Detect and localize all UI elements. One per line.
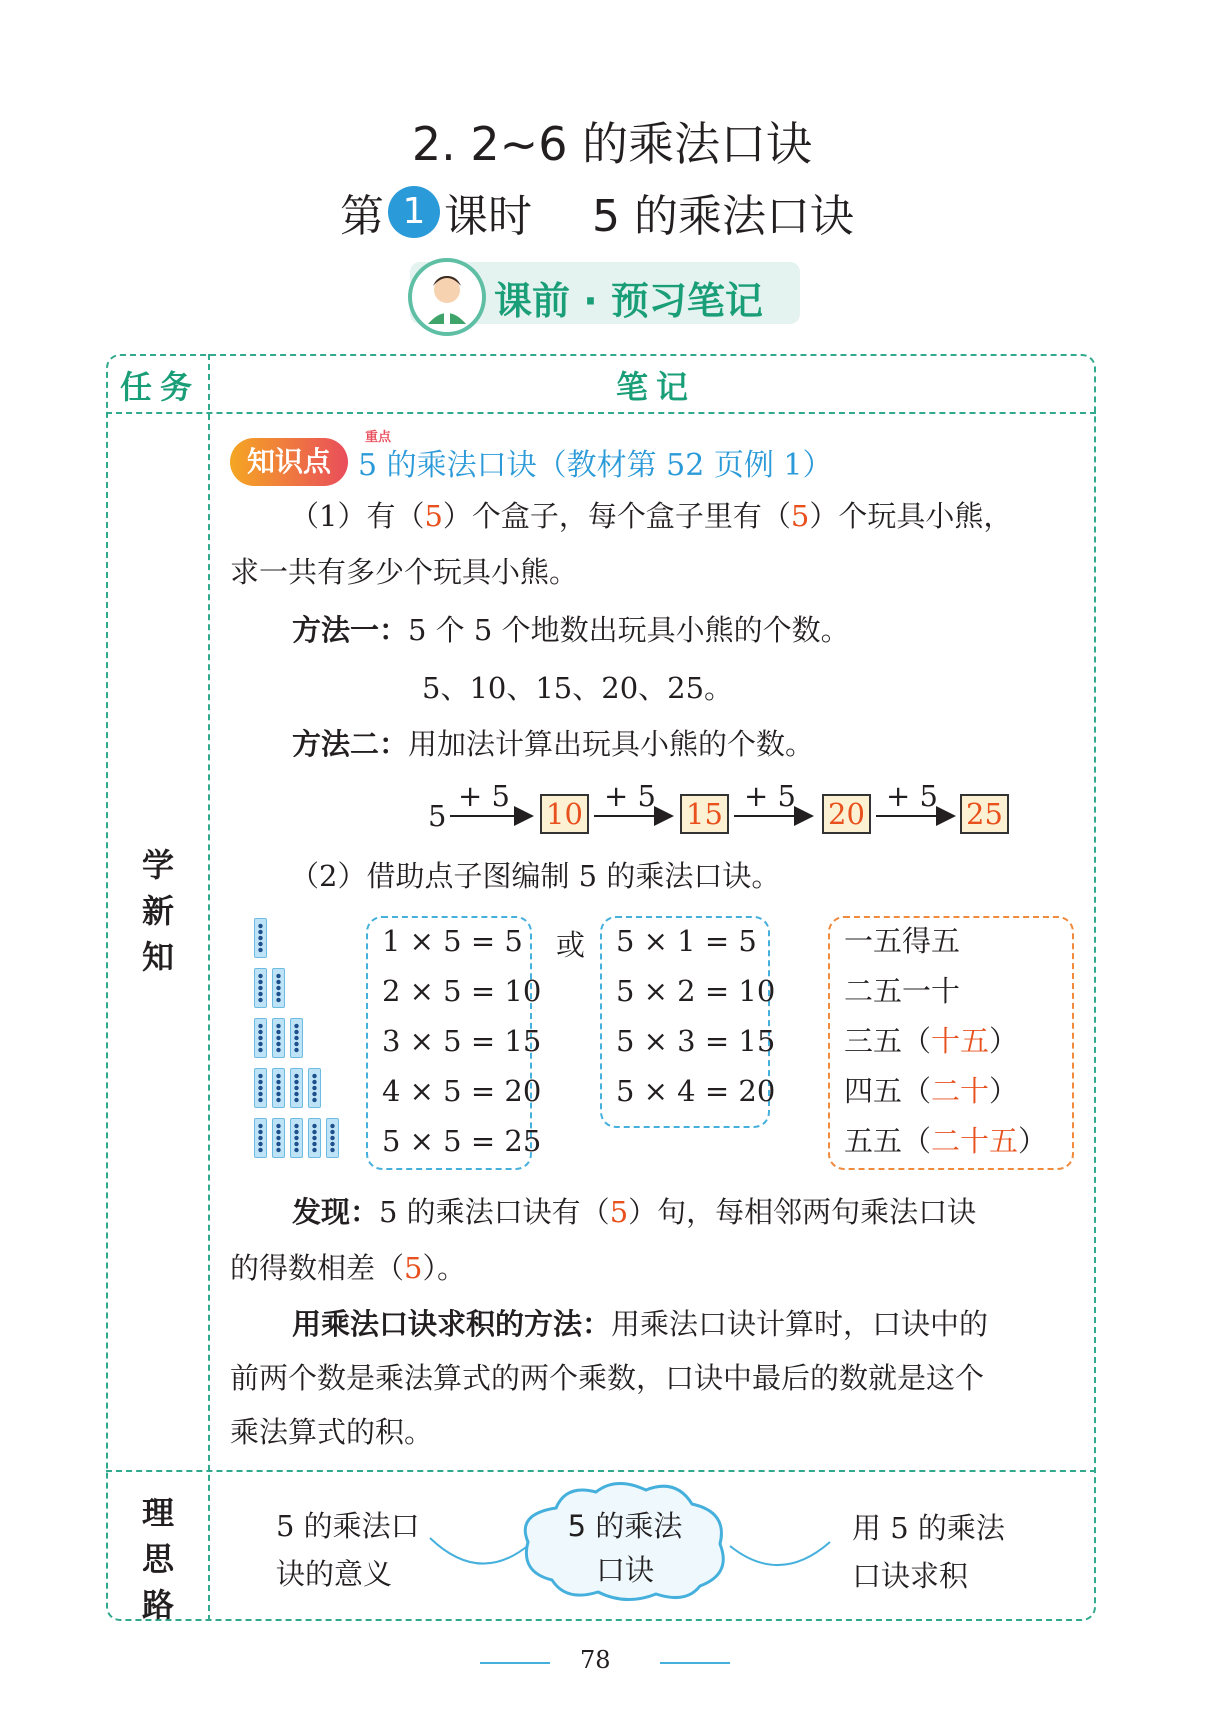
rhyme: 五五（二十五） — [844, 1124, 1048, 1158]
lesson-number-badge: 1 — [388, 186, 440, 238]
knowledge-point-badge: 知识点 — [230, 438, 348, 486]
chain-result: 20 — [822, 794, 871, 834]
method-1-label: 方法一： — [292, 613, 409, 647]
rhyme: 四五（二十） — [844, 1074, 1019, 1108]
lesson-prefix: 第 — [340, 191, 384, 242]
row-label-think: 理思路 — [141, 1494, 174, 1624]
chain-start: 5 — [428, 799, 447, 833]
or-label: 或 — [556, 928, 586, 962]
discovery-continued: 的得数相差（5）。 — [230, 1251, 466, 1285]
dot-diagram — [254, 918, 344, 1168]
chain-step: + 5 — [886, 779, 938, 813]
equation: 5 × 2 = 10 — [616, 974, 776, 1008]
chain-step: + 5 — [458, 779, 510, 813]
page-number-line-right — [660, 1662, 730, 1664]
row-label-learn: 学新知 — [141, 846, 174, 976]
method-1: 方法一：5 个 5 个地数出玩具小熊的个数。 — [292, 613, 850, 647]
equation: 1 × 5 = 5 — [382, 924, 523, 958]
rhyme: 一五得五 — [844, 924, 961, 958]
chain-result: 10 — [540, 794, 589, 834]
table-divider — [106, 412, 1096, 414]
method-1-sequence: 5、10、15、20、25。 — [422, 671, 734, 705]
discovery: 发现：5 的乘法口诀有（5）句，每相邻两句乘法口诀 — [292, 1195, 977, 1229]
table-divider — [106, 1470, 1096, 1472]
chain-step: + 5 — [604, 779, 656, 813]
lesson-name: 5 的乘法口诀 — [592, 191, 854, 242]
rhymes-list — [844, 916, 1047, 1166]
mindmap-left: 5 的乘法口 诀的意义 — [276, 1509, 420, 1591]
equation: 4 × 5 = 20 — [382, 1074, 542, 1108]
key-point-tag: 重点 — [365, 430, 392, 445]
knowledge-title: 5 的乘法口诀（教材第 52 页例 1） — [358, 448, 833, 483]
lesson-title — [340, 180, 854, 244]
teacher-avatar-icon — [408, 258, 486, 336]
column-header-task: 任务 — [120, 368, 201, 406]
discovery-label: 发现： — [292, 1195, 380, 1229]
column-header-notes: 笔记 — [616, 368, 697, 406]
page-number: 78 — [580, 1646, 611, 1674]
equation: 3 × 5 = 15 — [382, 1024, 542, 1058]
method-2-label: 方法二： — [292, 727, 409, 761]
equations-right — [616, 916, 775, 1116]
equation: 2 × 5 = 10 — [382, 974, 542, 1008]
equation: 5 × 4 = 20 — [616, 1074, 776, 1108]
method-2: 方法二：用加法计算出玩具小熊的个数。 — [292, 727, 815, 761]
equation: 5 × 3 = 15 — [616, 1024, 776, 1058]
product-method-label: 用乘法口诀求积的方法： — [292, 1307, 612, 1341]
table-column-divider — [208, 354, 210, 1621]
mindmap-center: 5 的乘法 口诀 — [567, 1509, 683, 1587]
chain-step: + 5 — [744, 779, 796, 813]
question-2: （2）借助点子图编制 5 的乘法口诀。 — [290, 859, 781, 893]
equations-left — [382, 916, 541, 1166]
product-method-line3: 乘法算式的积。 — [230, 1415, 434, 1449]
chain-result: 25 — [960, 794, 1009, 834]
mindmap-right: 用 5 的乘法 口诀求积 — [852, 1511, 1005, 1593]
rhyme: 二五一十 — [844, 974, 961, 1008]
question-1-continued: 求一共有多少个玩具小熊。 — [230, 555, 579, 589]
question-1: （1）有（5）个盒子，每个盒子里有（5）个玩具小熊， — [290, 499, 1013, 533]
equation: 5 × 5 = 25 — [382, 1124, 542, 1158]
page-number-line-left — [480, 1662, 550, 1664]
lesson-suffix: 课时 — [444, 191, 532, 242]
section-banner-text: 课前 · 预习笔记 — [494, 279, 763, 323]
product-method-line2: 前两个数是乘法算式的两个乘数，口诀中最后的数就是这个 — [230, 1361, 985, 1395]
chain-result: 15 — [680, 794, 729, 834]
product-method: 用乘法口诀求积的方法：用乘法口诀计算时，口诀中的 — [292, 1307, 989, 1341]
page-title: 2. 2~6 的乘法口诀 — [411, 117, 813, 171]
rhyme: 三五（十五） — [844, 1024, 1019, 1058]
equation: 5 × 1 = 5 — [616, 924, 757, 958]
